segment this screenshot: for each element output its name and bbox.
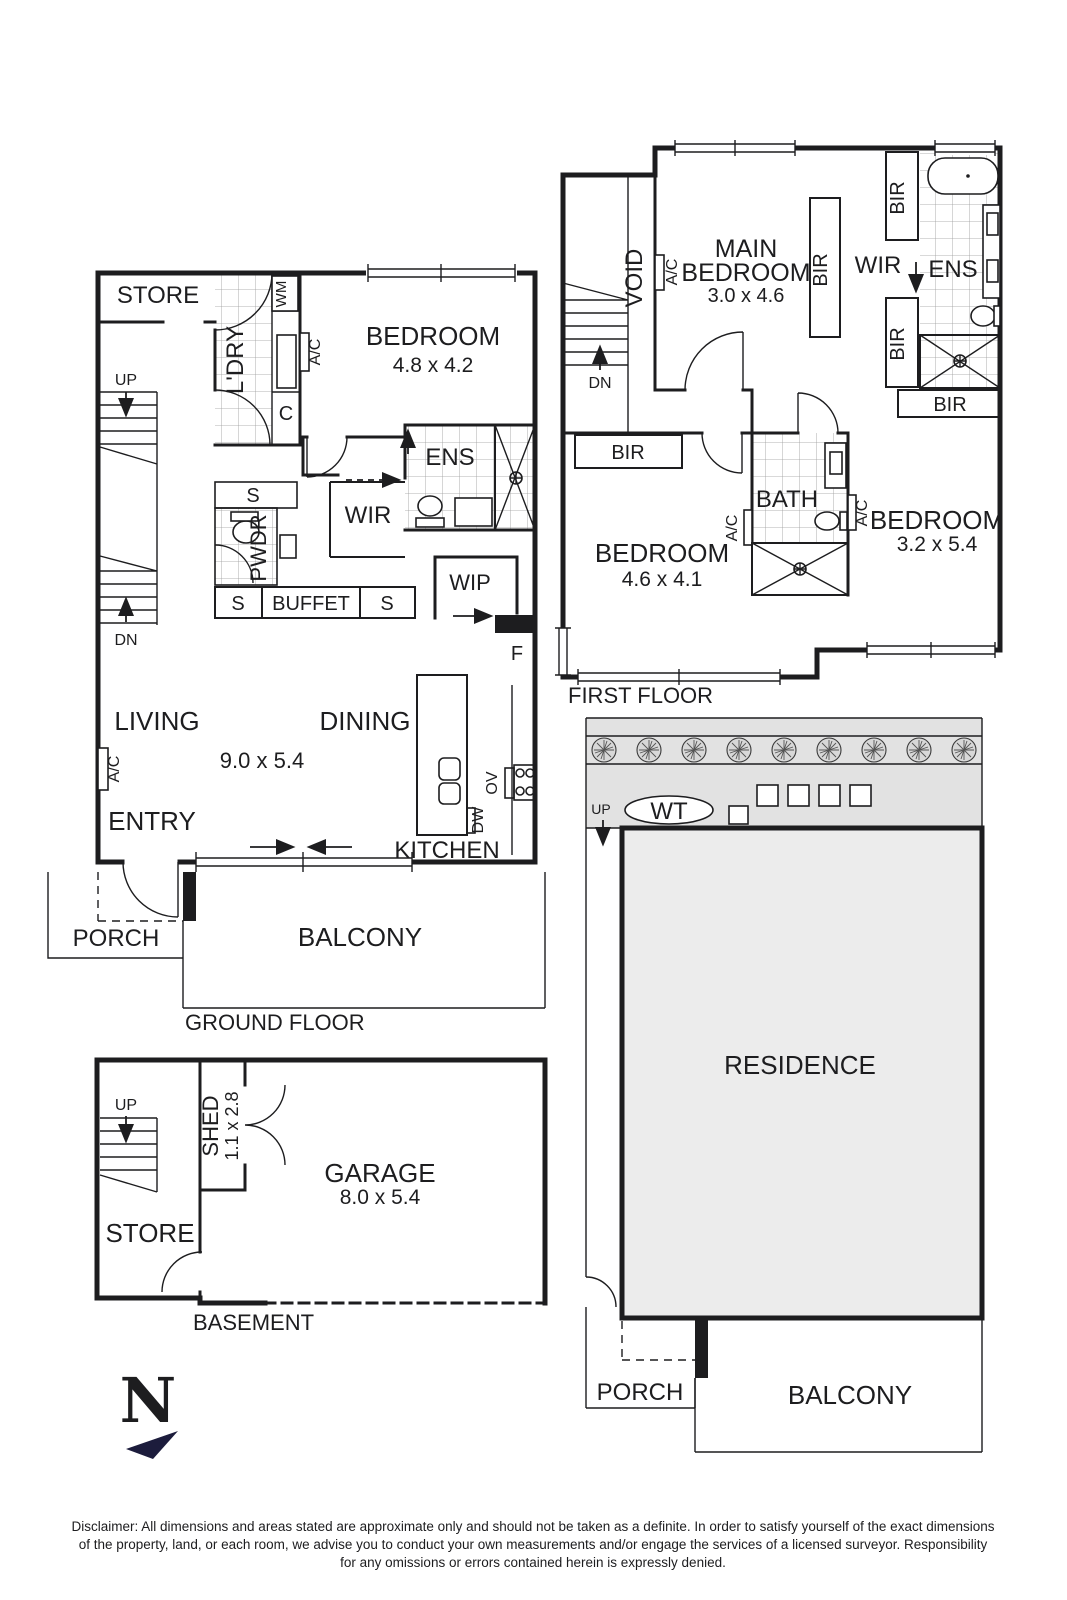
fixture-label-s-right: S (380, 593, 394, 615)
north-arrow-icon (120, 1364, 178, 1459)
bathtub-icon (928, 158, 998, 194)
room-label-kitchen: KITCHEN (394, 837, 500, 864)
gf-ens-toilet-icon (418, 496, 442, 516)
site-square-3 (819, 785, 840, 806)
room-label-bedroom: BEDROOM (365, 321, 501, 351)
room-label-porch: PORCH (72, 925, 160, 952)
site-porch-label: PORCH (596, 1379, 684, 1406)
site-wall-stub (695, 1318, 708, 1378)
disclaimer-line-3: for any omissions or errors contained herein is expressly denied. (340, 1555, 726, 1570)
ff-ac-main-icon (655, 255, 664, 290)
fixture-label-dishwasher: DW (470, 806, 487, 834)
water-tank-label: WT (650, 798, 688, 825)
disclaimer-line-2: of the property, land, or each room, we advise you to conduct your own measurements and/or engage the services of a licensed surveyor. Responsibility (78, 1537, 988, 1552)
room-label-ldry: L'DRY (222, 325, 249, 395)
fixture-label-wm: WM (273, 280, 290, 308)
bir-left-label: BIR (611, 442, 645, 464)
room-dims-living: 9.0 x 5.4 (219, 748, 305, 773)
bs-up-label: UP (114, 1097, 138, 1114)
room-label-main-bedroom-2: BEDROOM (681, 259, 811, 287)
room-dims-bedroom: 4.8 x 4.2 (392, 354, 474, 377)
site-plan (586, 718, 982, 1452)
room-label-buffet: BUFFET (272, 593, 350, 615)
residence-label: RESIDENCE (724, 1050, 876, 1080)
laundry-trough-icon (277, 335, 296, 388)
room-label-entry: ENTRY (108, 806, 196, 836)
gf-stairs (100, 392, 157, 625)
bir-mid-label: BIR (887, 327, 909, 361)
site-square-1 (757, 785, 778, 806)
room-label-dining: DINING (319, 706, 411, 736)
site-up-label: UP (591, 801, 611, 817)
room-label-shed: SHED (198, 1095, 223, 1157)
bir-top-label: BIR (887, 181, 909, 215)
room-label-balcony: BALCONY (297, 922, 423, 952)
fixture-label-s-top: S (246, 485, 260, 507)
stairs-dn-label: DN (114, 632, 138, 649)
site-square-2 (788, 785, 809, 806)
bir-robe-label: BIR (810, 253, 832, 287)
ff-ac-left-label: A/C (724, 514, 741, 542)
site-entry-door (586, 1277, 616, 1307)
room-label-bedroom3: BEDROOM (869, 505, 1005, 535)
caption-ground-floor: GROUND FLOOR (185, 1010, 365, 1035)
room-label-bs-store: STORE (105, 1218, 195, 1248)
first-floor-plan (555, 140, 1004, 708)
room-dims-garage: 8.0 x 5.4 (339, 1186, 421, 1209)
bs-stairs (100, 1116, 157, 1192)
room-label-bedroom2: BEDROOM (594, 538, 730, 568)
stairs-up-label: UP (114, 372, 138, 389)
sink-bowl-2 (439, 783, 460, 804)
ff-ac-right-label: A/C (854, 499, 871, 527)
ff-bath-vanity-icon (825, 443, 846, 488)
site-square-small (729, 806, 748, 824)
caption-basement: BASEMENT (193, 1310, 315, 1335)
room-label-main-bedroom-1: MAIN (714, 235, 778, 263)
site-trees (592, 738, 976, 762)
room-label-wir: WIR (344, 502, 392, 529)
room-dims-main-bedroom: 3.0 x 4.6 (707, 285, 785, 307)
ff-ens-toilet-icon (971, 306, 995, 326)
ff-ac-main-label: A/C (664, 258, 681, 286)
ff-dn-label: DN (588, 375, 612, 392)
sink-bowl-1 (439, 758, 460, 780)
caption-first-floor: FIRST FLOOR (568, 683, 714, 708)
fixture-label-closet: C (278, 403, 294, 425)
room-label-bath: BATH (755, 486, 819, 513)
gf-ens-vanity-icon (455, 498, 492, 526)
room-label-pwdr: PWDR (246, 514, 271, 582)
room-label-garage: GARAGE (324, 1158, 436, 1188)
room-label-store: STORE (116, 282, 200, 309)
gf-sliding-door (196, 847, 412, 872)
ground-floor-plan (48, 264, 545, 1035)
room-dims-bedroom2: 4.6 x 4.1 (621, 568, 703, 591)
room-dims-shed: 1.1 x 2.8 (222, 1091, 242, 1161)
room-label-wip: WIP (449, 570, 491, 595)
ff-ac-left-icon (744, 510, 752, 545)
room-dims-bedroom3: 3.2 x 5.4 (896, 533, 978, 556)
kitchen-island (417, 675, 467, 835)
gf-ens-toilet-base (416, 518, 444, 527)
north-label: N (119, 1364, 177, 1437)
site-square-4 (850, 785, 871, 806)
disclaimer-line-1: Disclaimer: All dimensions and areas stated are approximate only and should not be taken as a definite. In order to satisfy yourself of the exact dimensions (71, 1519, 995, 1534)
fixture-label-ac-bedroom: A/C (307, 338, 324, 366)
site-balcony-label: BALCONY (787, 1380, 913, 1410)
room-label-ff-ens: ENS (928, 256, 978, 283)
ff-bath-toilet-icon (815, 512, 839, 530)
room-label-void: VOID (621, 248, 648, 308)
gf-top-window (366, 264, 517, 282)
room-label-living: LIVING (114, 706, 200, 736)
pwdr-vanity-icon (280, 535, 296, 558)
room-label-ens: ENS (425, 444, 475, 471)
fixture-label-fridge: F (510, 643, 524, 665)
disclaimer-text (71, 1519, 994, 1570)
fixture-label-oven: OV (484, 771, 501, 795)
gf-wall-stub (495, 615, 537, 633)
room-label-ff-wir: WIR (854, 252, 902, 279)
fixture-label-s-left: S (231, 593, 245, 615)
ff-stairs (563, 283, 628, 370)
basement-plan (97, 1060, 545, 1335)
bs-outer-walls (97, 1060, 545, 1303)
bir-wide-label: BIR (933, 394, 967, 416)
fixture-label-ac-living: A/C (106, 755, 123, 783)
